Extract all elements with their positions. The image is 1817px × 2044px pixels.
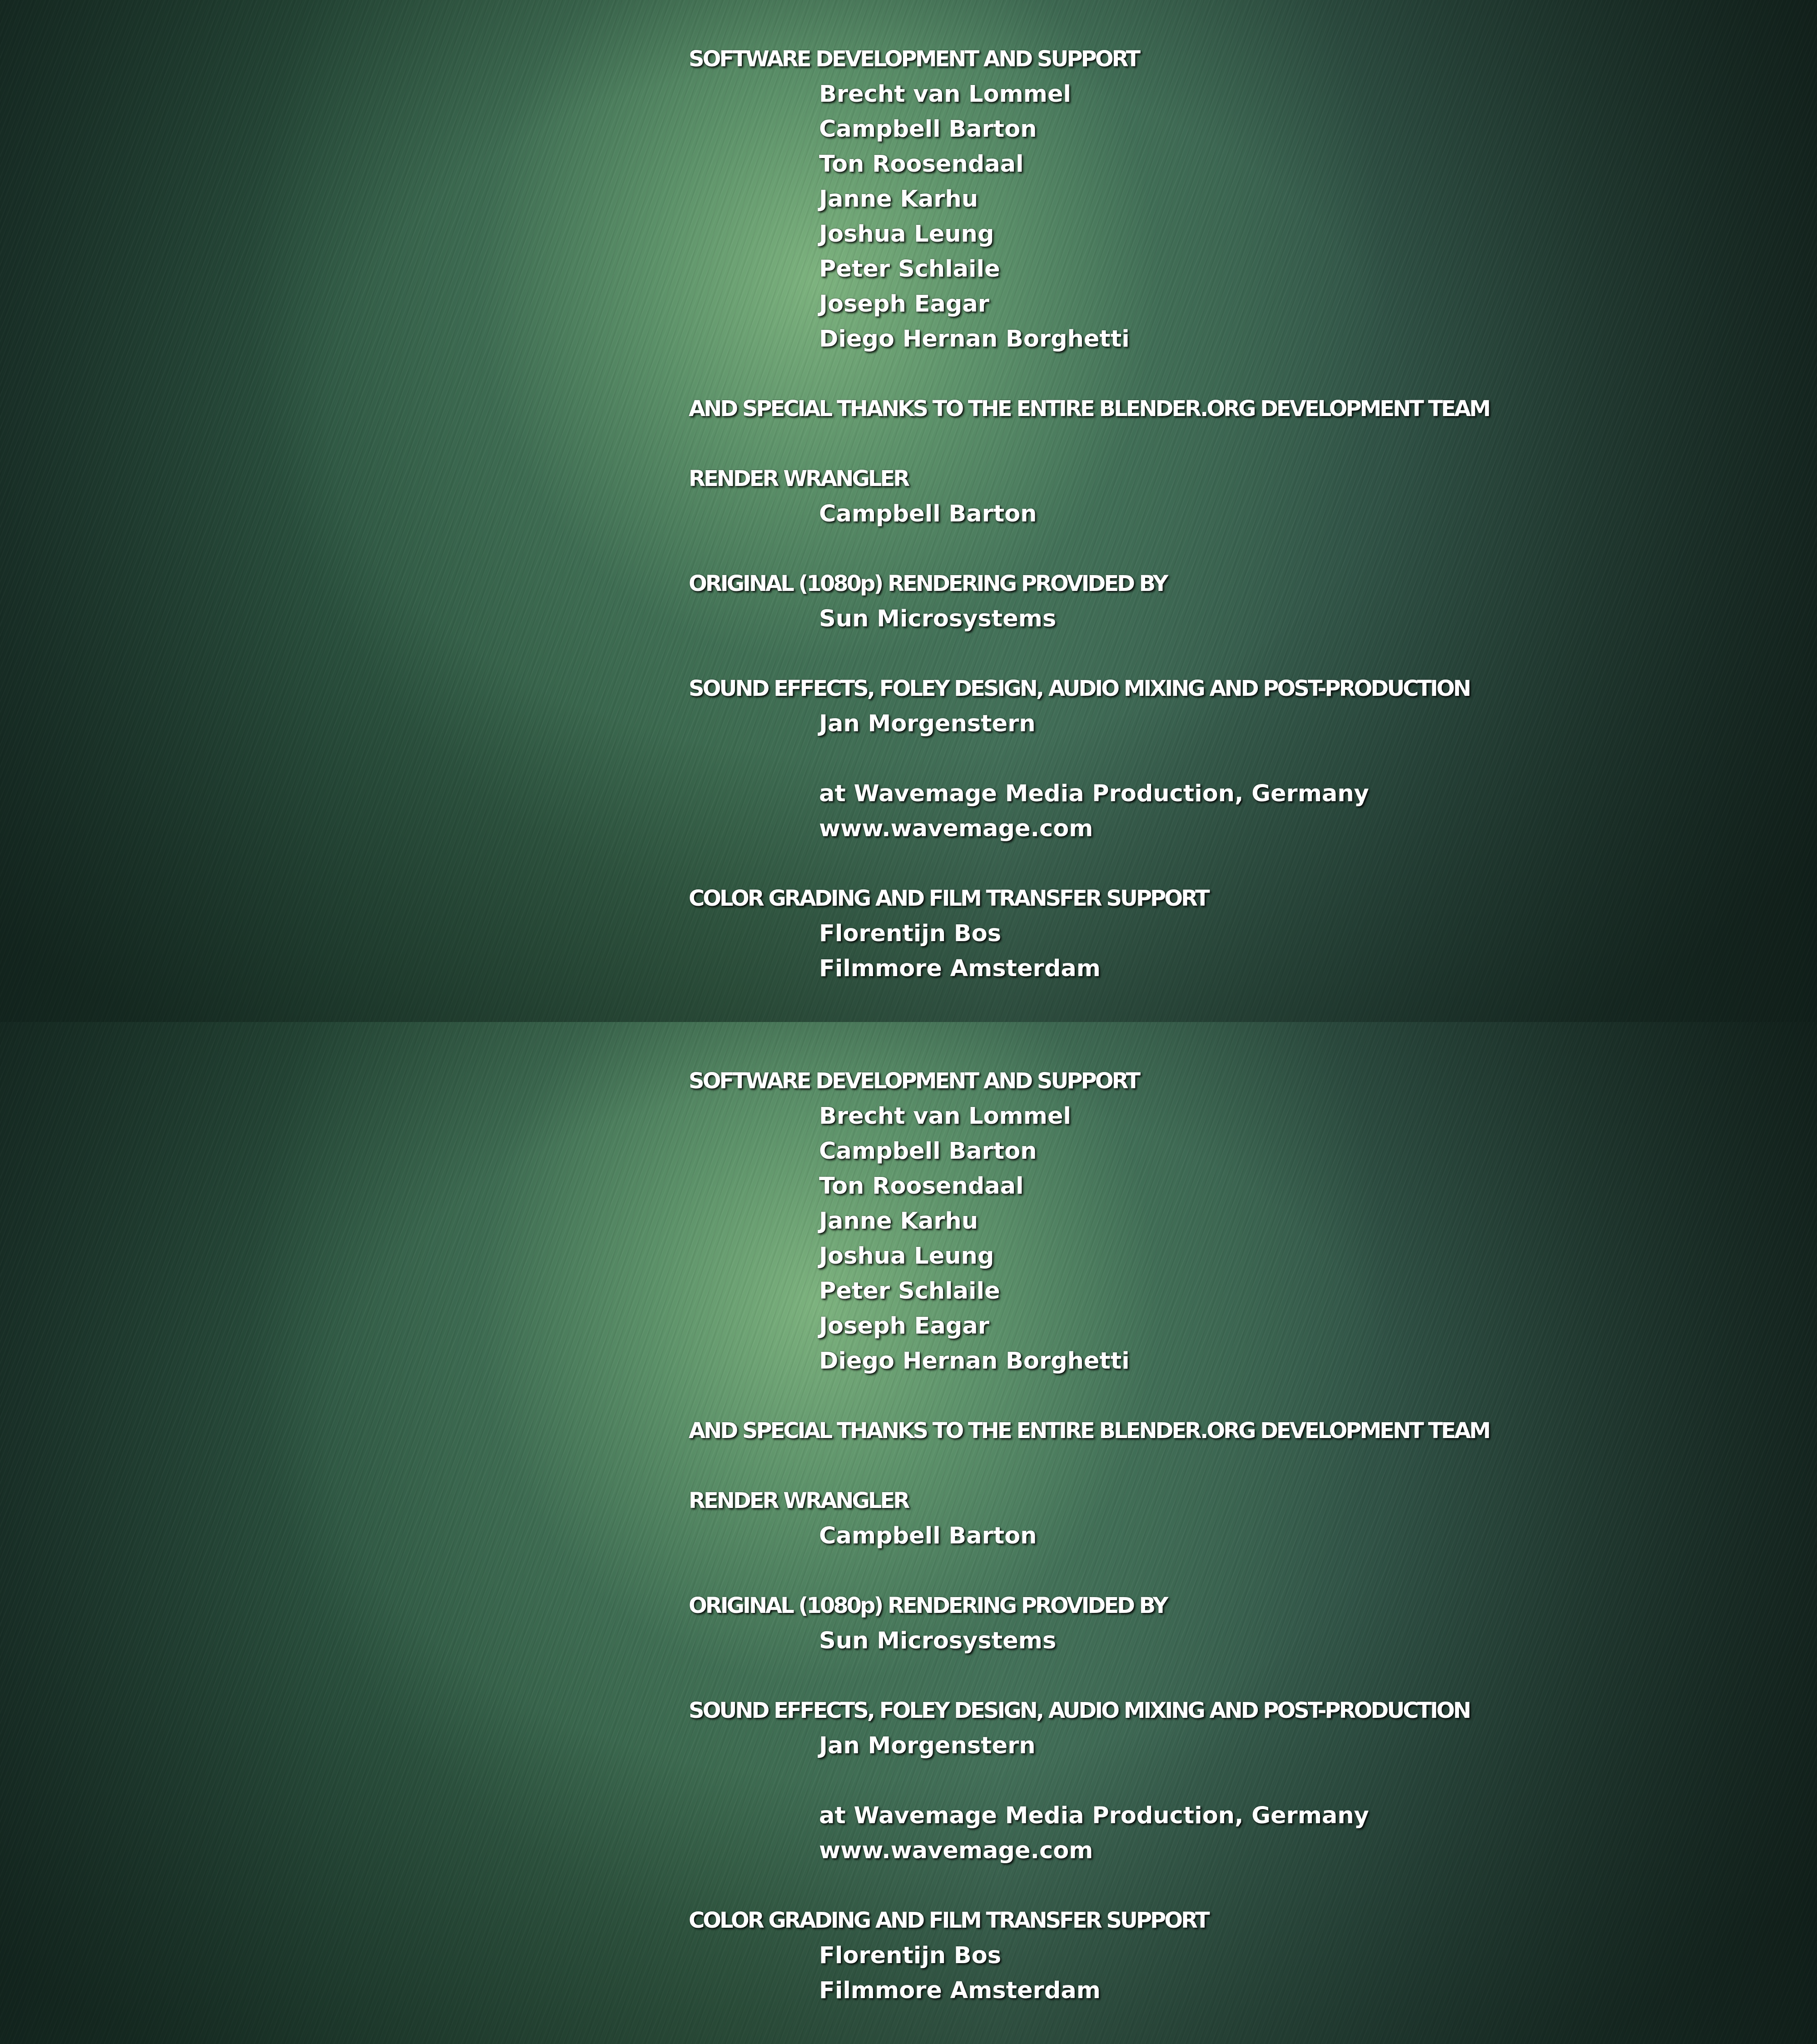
credit-name: Brecht van Lommel (689, 1099, 1489, 1134)
credit-name: Peter Schlaile (689, 1274, 1489, 1309)
credit-name: at Wavemage Media Production, Germany (689, 1798, 1489, 1833)
credit-name: Filmmore Amsterdam (689, 1973, 1489, 2008)
credit-name: Florentijn Bos (689, 916, 1489, 951)
credit-name: Ton Roosendaal (689, 1169, 1489, 1204)
credit-heading: ORIGINAL (1080p) RENDERING PROVIDED BY (689, 1588, 1489, 1623)
credit-heading: COLOR GRADING AND FILM TRANSFER SUPPORT (689, 1903, 1489, 1938)
credit-name: Campbell Barton (689, 1518, 1489, 1553)
credit-name: Jan Morgenstern (689, 1728, 1489, 1763)
credit-name: Joseph Eagar (689, 287, 1489, 322)
credit-heading: RENDER WRANGLER (689, 1483, 1489, 1518)
credit-heading: AND SPECIAL THANKS TO THE ENTIRE BLENDER.ORG DEVELOPMENT TEAM (689, 1414, 1489, 1449)
credit-name: Campbell Barton (689, 496, 1489, 531)
credit-name: Sun Microsystems (689, 1623, 1489, 1658)
credit-name: Diego Hernan Borghetti (689, 322, 1489, 357)
credit-name: Joseph Eagar (689, 1309, 1489, 1344)
credit-name: Janne Karhu (689, 182, 1489, 217)
credit-name: Peter Schlaile (689, 252, 1489, 287)
credit-heading: AND SPECIAL THANKS TO THE ENTIRE BLENDER.ORG DEVELOPMENT TEAM (689, 392, 1489, 427)
credit-heading: SOFTWARE DEVELOPMENT AND SUPPORT (689, 1064, 1489, 1099)
credit-name: Campbell Barton (689, 1134, 1489, 1169)
credit-name: Janne Karhu (689, 1204, 1489, 1239)
credit-name: Diego Hernan Borghetti (689, 1344, 1489, 1379)
credit-name: Sun Microsystems (689, 601, 1489, 636)
credit-name: at Wavemage Media Production, Germany (689, 776, 1489, 811)
credit-heading: SOUND EFFECTS, FOLEY DESIGN, AUDIO MIXING AND POST-PRODUCTION (689, 671, 1489, 706)
credit-name: Jan Morgenstern (689, 706, 1489, 741)
credit-name: Florentijn Bos (689, 1938, 1489, 1973)
credit-name: Filmmore Amsterdam (689, 951, 1489, 986)
credit-name: Ton Roosendaal (689, 147, 1489, 182)
credit-name: Campbell Barton (689, 112, 1489, 147)
credit-heading: COLOR GRADING AND FILM TRANSFER SUPPORT (689, 881, 1489, 916)
credit-name: Joshua Leung (689, 217, 1489, 252)
credit-heading: SOUND EFFECTS, FOLEY DESIGN, AUDIO MIXING AND POST-PRODUCTION (689, 1693, 1489, 1728)
credit-heading: ORIGINAL (1080p) RENDERING PROVIDED BY (689, 566, 1489, 601)
credit-name: Joshua Leung (689, 1239, 1489, 1274)
credit-name: www.wavemage.com (689, 811, 1489, 846)
credit-heading: SOFTWARE DEVELOPMENT AND SUPPORT (689, 42, 1489, 77)
credit-name: www.wavemage.com (689, 1833, 1489, 1868)
credit-name: Brecht van Lommel (689, 77, 1489, 112)
credit-heading: RENDER WRANGLER (689, 461, 1489, 496)
